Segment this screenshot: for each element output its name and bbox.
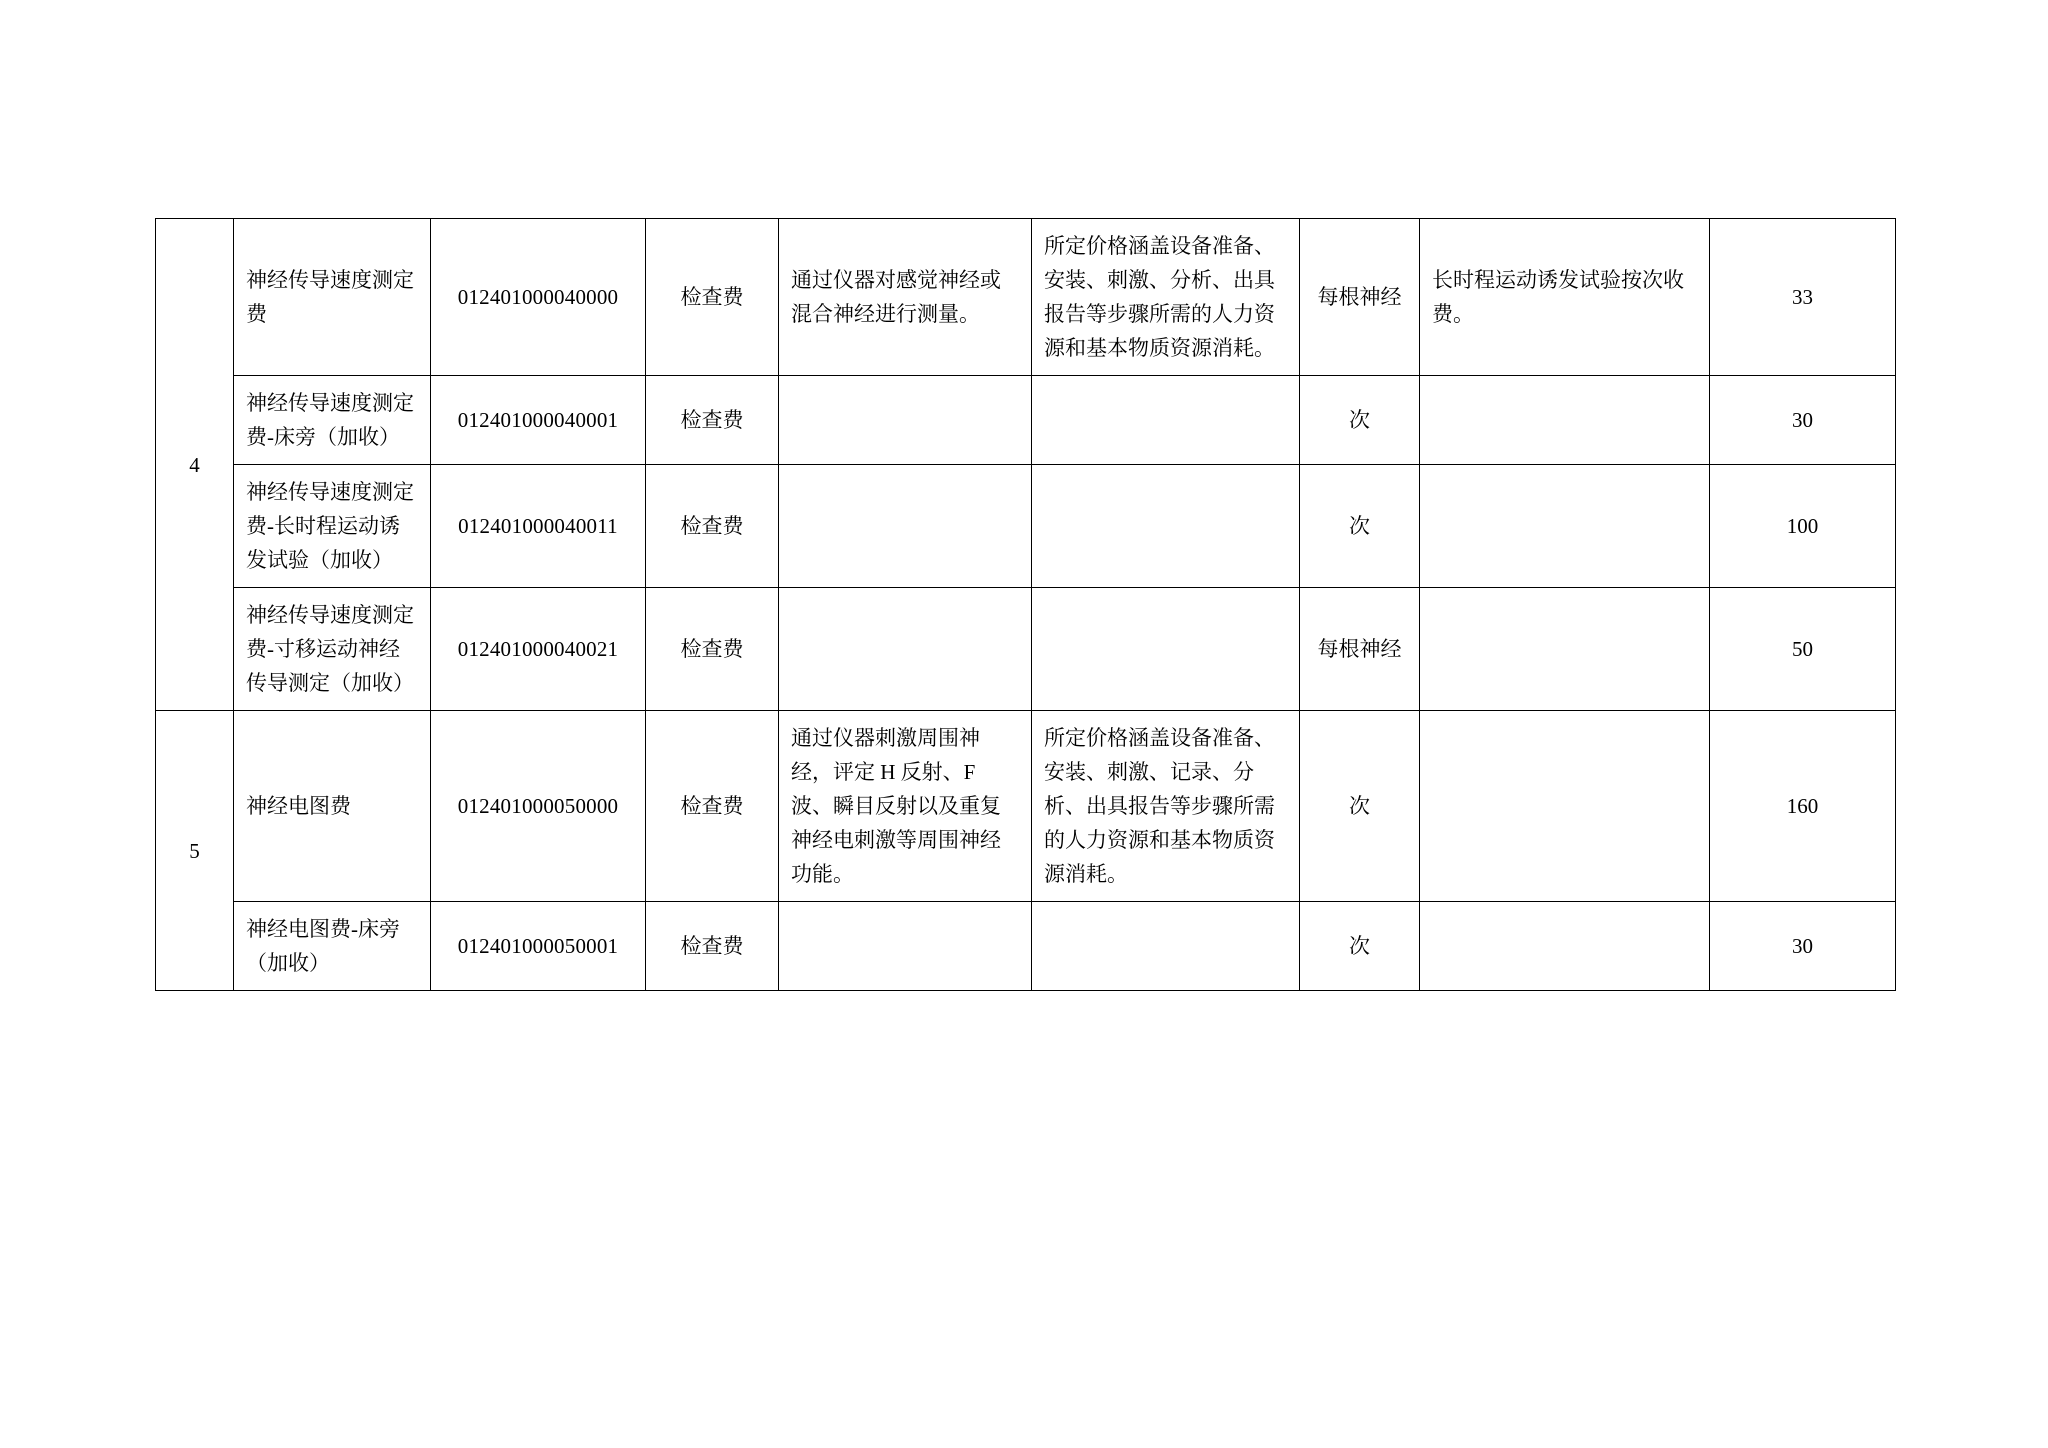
item-type-cell: 检查费 — [646, 376, 779, 465]
item-content-cell — [1032, 376, 1300, 465]
item-description-cell — [779, 465, 1032, 588]
item-note-cell — [1420, 902, 1710, 991]
item-code-cell: 012401000040021 — [431, 588, 646, 711]
item-type-cell: 检查费 — [646, 465, 779, 588]
item-name-cell: 神经传导速度测定费 — [234, 219, 431, 376]
fee-table-container — [155, 218, 1895, 991]
item-content-cell: 所定价格涵盖设备准备、安装、刺激、记录、分析、出具报告等步骤所需的人力资源和基本物质资源消耗。 — [1032, 711, 1300, 902]
item-name-cell: 神经传导速度测定费-长时程运动诱发试验（加收） — [234, 465, 431, 588]
table-row — [156, 465, 1896, 588]
item-price-cell: 160 — [1710, 711, 1896, 902]
table-row — [156, 711, 1896, 902]
item-description-cell — [779, 588, 1032, 711]
item-name-cell: 神经电图费 — [234, 711, 431, 902]
item-unit-cell: 次 — [1300, 376, 1420, 465]
item-description-cell: 通过仪器刺激周围神经，评定 H 反射、F 波、瞬目反射以及重复神经电刺激等周围神经功能。 — [779, 711, 1032, 902]
item-price-cell: 33 — [1710, 219, 1896, 376]
item-content-cell — [1032, 465, 1300, 588]
item-name-cell: 神经电图费-床旁（加收） — [234, 902, 431, 991]
item-price-cell: 30 — [1710, 376, 1896, 465]
table-row — [156, 588, 1896, 711]
item-content-cell: 所定价格涵盖设备准备、安装、刺激、分析、出具报告等步骤所需的人力资源和基本物质资源消耗。 — [1032, 219, 1300, 376]
item-unit-cell: 每根神经 — [1300, 219, 1420, 376]
item-code-cell: 012401000050001 — [431, 902, 646, 991]
table-row — [156, 219, 1896, 376]
item-type-cell: 检查费 — [646, 219, 779, 376]
item-name-cell: 神经传导速度测定费-床旁（加收） — [234, 376, 431, 465]
row-index-cell: 5 — [156, 711, 234, 991]
item-unit-cell: 次 — [1300, 465, 1420, 588]
item-code-cell: 012401000050000 — [431, 711, 646, 902]
item-note-cell — [1420, 588, 1710, 711]
item-description-cell: 通过仪器对感觉神经或混合神经进行测量。 — [779, 219, 1032, 376]
item-description-cell — [779, 902, 1032, 991]
item-type-cell: 检查费 — [646, 902, 779, 991]
item-name-cell: 神经传导速度测定费-寸移运动神经传导测定（加收） — [234, 588, 431, 711]
item-unit-cell: 次 — [1300, 711, 1420, 902]
item-unit-cell: 次 — [1300, 902, 1420, 991]
item-note-cell — [1420, 376, 1710, 465]
item-note-cell: 长时程运动诱发试验按次收费。 — [1420, 219, 1710, 376]
item-type-cell: 检查费 — [646, 588, 779, 711]
item-code-cell: 012401000040000 — [431, 219, 646, 376]
item-note-cell — [1420, 465, 1710, 588]
item-content-cell — [1032, 588, 1300, 711]
row-index-cell: 4 — [156, 219, 234, 711]
item-price-cell: 50 — [1710, 588, 1896, 711]
item-note-cell — [1420, 711, 1710, 902]
table-row — [156, 902, 1896, 991]
item-code-cell: 012401000040011 — [431, 465, 646, 588]
medical-fee-table — [155, 218, 1896, 991]
item-content-cell — [1032, 902, 1300, 991]
item-type-cell: 检查费 — [646, 711, 779, 902]
item-code-cell: 012401000040001 — [431, 376, 646, 465]
item-unit-cell: 每根神经 — [1300, 588, 1420, 711]
item-description-cell — [779, 376, 1032, 465]
item-price-cell: 30 — [1710, 902, 1896, 991]
item-price-cell: 100 — [1710, 465, 1896, 588]
table-row — [156, 376, 1896, 465]
